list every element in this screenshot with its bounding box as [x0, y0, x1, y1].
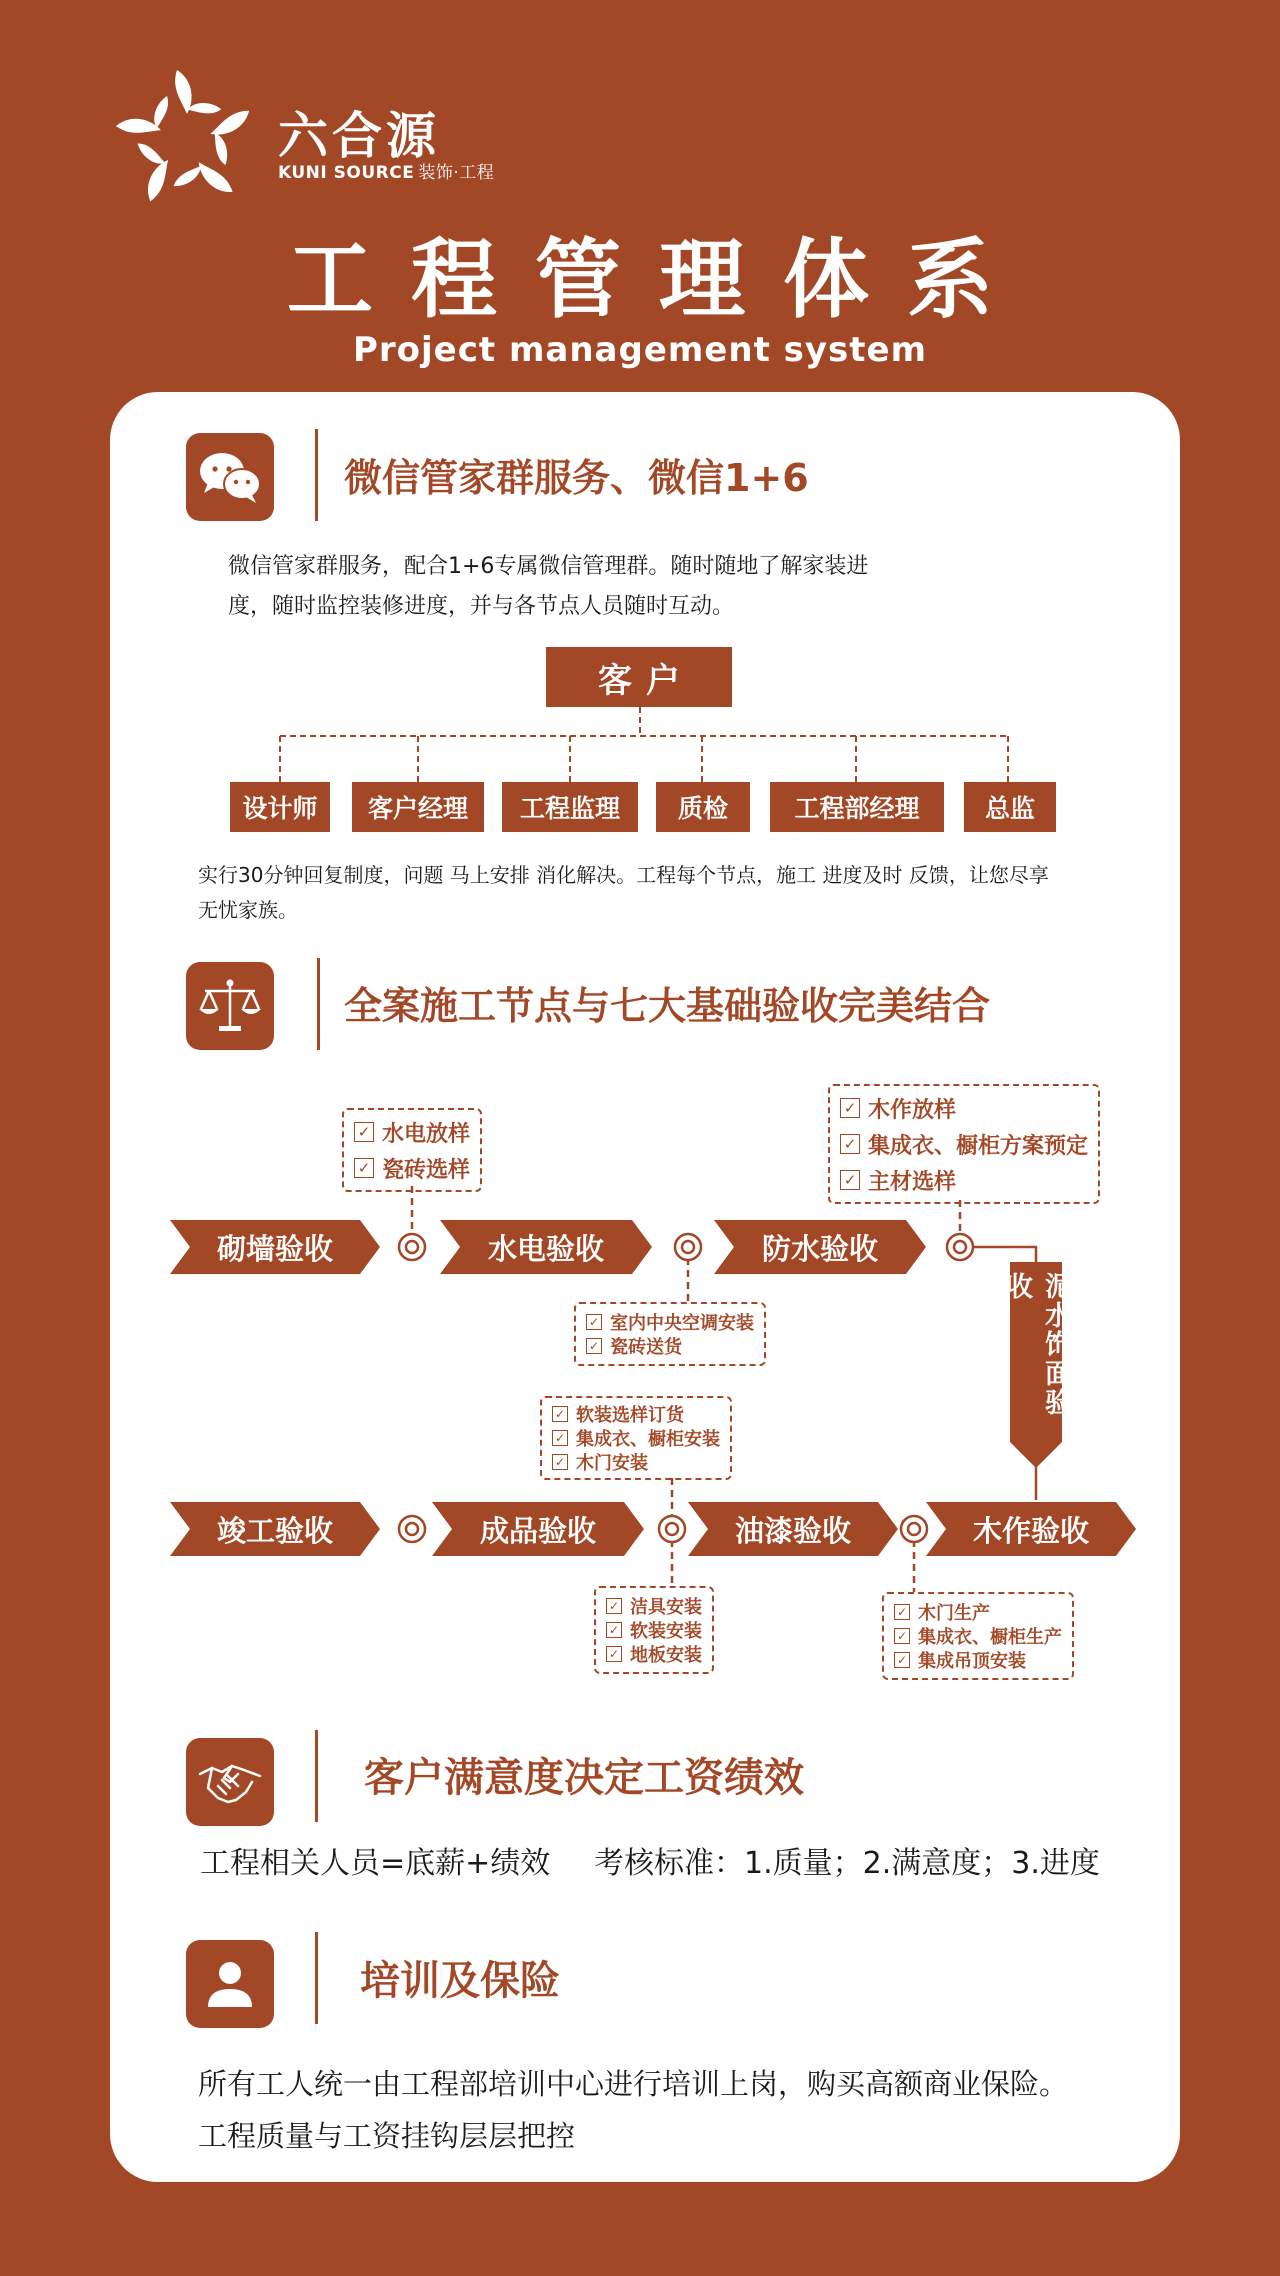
- handshake-icon: [186, 1738, 274, 1826]
- note-item: ✓ 瓷砖选样: [354, 1150, 470, 1186]
- section-title-wechat: 微信管家群服务、微信1+6: [344, 456, 809, 500]
- note-box-4: [540, 1396, 732, 1480]
- checkbox-icon: ✓: [606, 1598, 622, 1614]
- checkbox-icon: ✓: [840, 1098, 860, 1118]
- wechat-desc-line1: 微信管家群服务，配合1+6专属微信管理群。随时随地了解家装进: [228, 554, 869, 579]
- note-item: ✓ 地板安装: [606, 1642, 702, 1666]
- note-item: ✓ 软装选样订货: [552, 1402, 720, 1426]
- section-title-training: 培训及保险: [360, 1958, 560, 2004]
- stage-label-tiling: 泥水饰面验收: [1001, 1272, 1071, 1417]
- stage-label-plumbing: 水电验收: [487, 1231, 604, 1266]
- checkbox-icon: ✓: [894, 1628, 910, 1644]
- note-item: ✓ 主材选样: [840, 1162, 1088, 1198]
- satisfaction-formula: 工程相关人员=底薪+绩效: [200, 1846, 551, 1881]
- checkbox-icon: ✓: [606, 1622, 622, 1638]
- note-item: ✓ 木门安装: [552, 1450, 720, 1474]
- org-node-eng-manager: 工程部经理: [770, 782, 944, 832]
- org-node-qc: 质检: [656, 782, 750, 832]
- note-item: ✓ 室内中央空调安装: [586, 1310, 754, 1334]
- training-line2: 工程质量与工资挂钩层层把控: [198, 2119, 576, 2153]
- stage-label-painting: 油漆验收: [734, 1513, 851, 1548]
- note-item: ✓ 水电放样: [354, 1114, 470, 1150]
- note-item: ✓ 瓷砖送货: [586, 1334, 754, 1358]
- note-item: ✓ 集成衣、橱柜生产: [894, 1624, 1062, 1648]
- checkbox-icon: ✓: [586, 1338, 602, 1354]
- note-box-5: [594, 1586, 714, 1674]
- note-item: ✓ 木作放样: [840, 1090, 1088, 1126]
- section-title-satisfaction: 客户满意度决定工资绩效: [364, 1755, 804, 1801]
- checkbox-icon: ✓: [894, 1604, 910, 1620]
- checkbox-icon: ✓: [552, 1454, 568, 1470]
- stage-label-carpentry: 木作验收: [972, 1513, 1089, 1548]
- brand-tagline: 装饰·工程: [418, 163, 495, 183]
- stage-label-waterproof: 防水验收: [761, 1231, 878, 1266]
- note-item: ✓ 集成衣、橱柜安装: [552, 1426, 720, 1450]
- checkbox-icon: ✓: [840, 1134, 860, 1154]
- checkbox-icon: ✓: [840, 1170, 860, 1190]
- note-box-3: [574, 1302, 766, 1366]
- satisfaction-criteria: 考核标准：1.质量；2.满意度；3.进度: [594, 1846, 1100, 1881]
- page-title: 工程管理体系: [287, 230, 1031, 330]
- stage-label-completion: 竣工验收: [216, 1513, 333, 1548]
- brand-name-cn: 六合源: [278, 107, 440, 165]
- note-box-6: [882, 1592, 1074, 1680]
- checkbox-icon: ✓: [894, 1652, 910, 1668]
- wechat-desc-line2: 度，随时监控装修进度，并与各节点人员随时互动。: [228, 594, 735, 619]
- checkbox-icon: ✓: [552, 1406, 568, 1422]
- section-divider: [315, 1730, 318, 1822]
- note-item: ✓ 软装安装: [606, 1618, 702, 1642]
- note-item: ✓ 洁具安装: [606, 1594, 702, 1618]
- checkbox-icon: ✓: [552, 1430, 568, 1446]
- org-node-designer: 设计师: [230, 782, 330, 832]
- page-subtitle: Project management system: [352, 330, 928, 370]
- note-box-2: [828, 1084, 1100, 1204]
- checkbox-icon: ✓: [586, 1314, 602, 1330]
- person-icon: [186, 1940, 274, 2028]
- org-node-customer: 客户: [546, 647, 732, 707]
- note-item: ✓ 集成衣、橱柜方案预定: [840, 1126, 1088, 1162]
- stage-label-finished: 成品验收: [479, 1513, 596, 1548]
- note-item: ✓ 集成吊顶安装: [894, 1648, 1062, 1672]
- stage-label-masonry: 砌墙验收: [216, 1231, 333, 1266]
- note-box-1: [342, 1108, 482, 1192]
- checkbox-icon: ✓: [354, 1122, 374, 1142]
- section-divider: [315, 1932, 318, 2024]
- brand-name-en-text: KUNI SOURCE: [278, 163, 415, 183]
- training-line1: 所有工人统一由工程部培训中心进行培训上岗，购买高额商业保险。: [198, 2067, 1069, 2101]
- org-node-account-manager: 客户经理: [352, 782, 484, 832]
- section-title-acceptance: 全案施工节点与七大基础验收完美结合: [344, 984, 991, 1028]
- wechat-note-line2: 无忧家族。: [198, 898, 298, 922]
- checkbox-icon: ✓: [606, 1646, 622, 1662]
- wechat-note-line1: 实行30分钟回复制度，问题 马上安排 消化解决。工程每个节点，施工 进度及时 反馈，让您尽享: [198, 863, 1049, 887]
- checkbox-icon: ✓: [354, 1158, 374, 1178]
- org-node-supervisor: 工程监理: [502, 782, 638, 832]
- note-item: ✓ 木门生产: [894, 1600, 1062, 1624]
- org-node-director: 总监: [964, 782, 1056, 832]
